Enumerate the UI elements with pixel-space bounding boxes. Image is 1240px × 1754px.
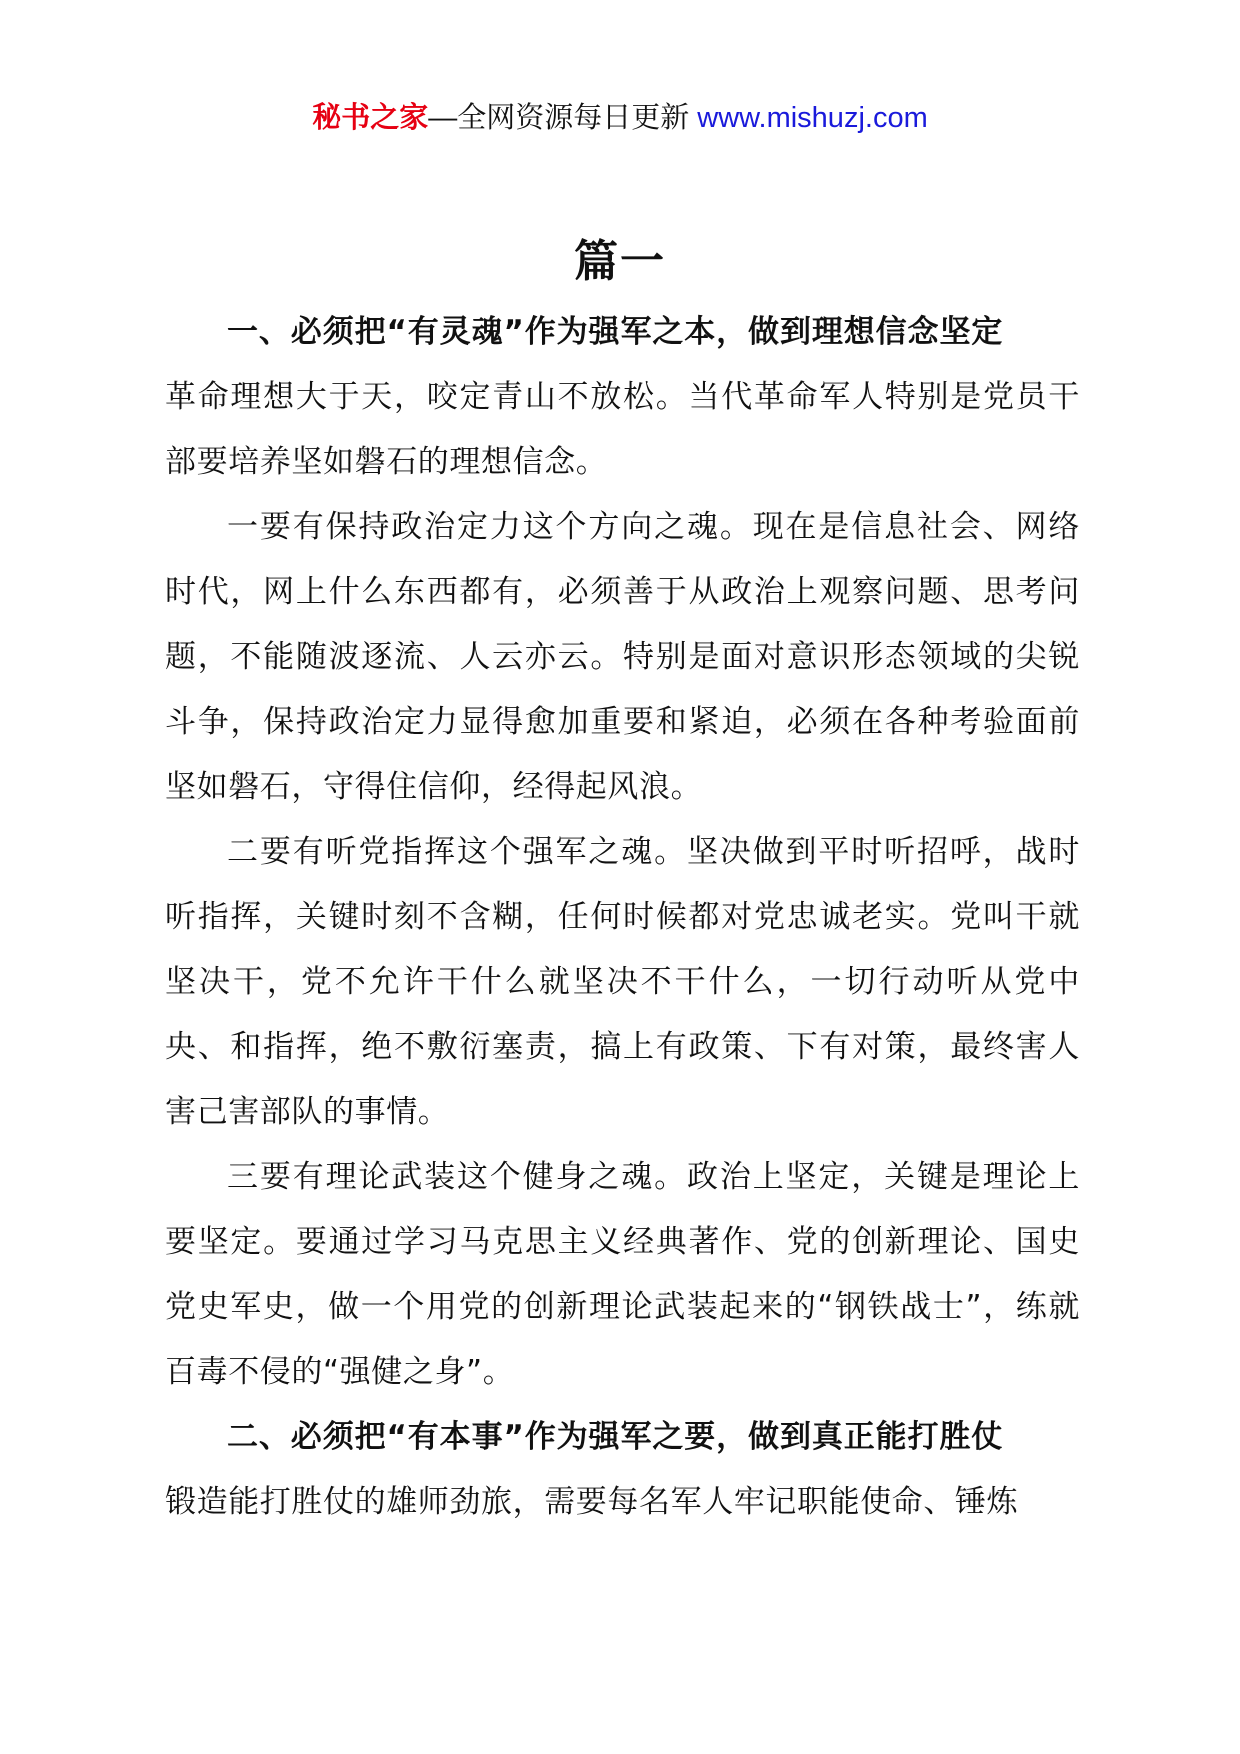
paragraph: 二要有听党指挥这个强军之魂。坚决做到平时听招呼，战时听指挥，关键时刻不含糊，任何时候都对党忠诚老实。党叫干就坚决干，党不允许干什么就坚决不干什么，一切行动听从党中央、和指挥，绝不敷衍塞责，搞上有政策、下有对策，最终害人害己害部队的事情。 — [165, 834, 1080, 1130]
document-body — [165, 300, 1080, 1535]
section-heading-1: 一、必须把“有灵魂”作为强军之本，做到理想信念坚定 — [227, 314, 1004, 350]
paragraph: 一要有保持政治定力这个方向之魂。现在是信息社会、网络时代，网上什么东西都有，必须善于从政治上观察问题、思考问题，不能随波逐流、人云亦云。特别是面对意识形态领域的尖锐斗争，保持政治定力显得愈加重要和紧迫，必须在各种考验面前坚如磐石，守得住信仰，经得起风浪。 — [165, 509, 1080, 805]
paragraph: 锻造能打胜仗的雄师劲旅，需要每名军人牢记职能使命、锤炼 — [165, 1484, 1019, 1520]
site-brand: 秘书之家 — [312, 102, 429, 134]
paragraph: 革命理想大于天，咬定青山不放松。当代革命军人特别是党员干部要培养坚如磐石的理想信念。 — [165, 379, 1080, 480]
site-slogan: —全网资源每日更新 — [428, 102, 690, 134]
site-header — [0, 98, 1240, 138]
document-title: 篇一 — [574, 236, 666, 287]
paragraph: 三要有理论武装这个健身之魂。政治上坚定，关键是理论上要坚定。要通过学习马克思主义经典著作、党的创新理论、国史党史军史，做一个用党的创新理论武装起来的“钢铁战士”，练就百毒不侵的“强健之身”。 — [165, 1159, 1080, 1390]
section-heading-2: 二、必须把“有本事”作为强军之要，做到真正能打胜仗 — [227, 1419, 1004, 1455]
site-url-link[interactable]: www.mishuzj.com — [697, 102, 928, 134]
